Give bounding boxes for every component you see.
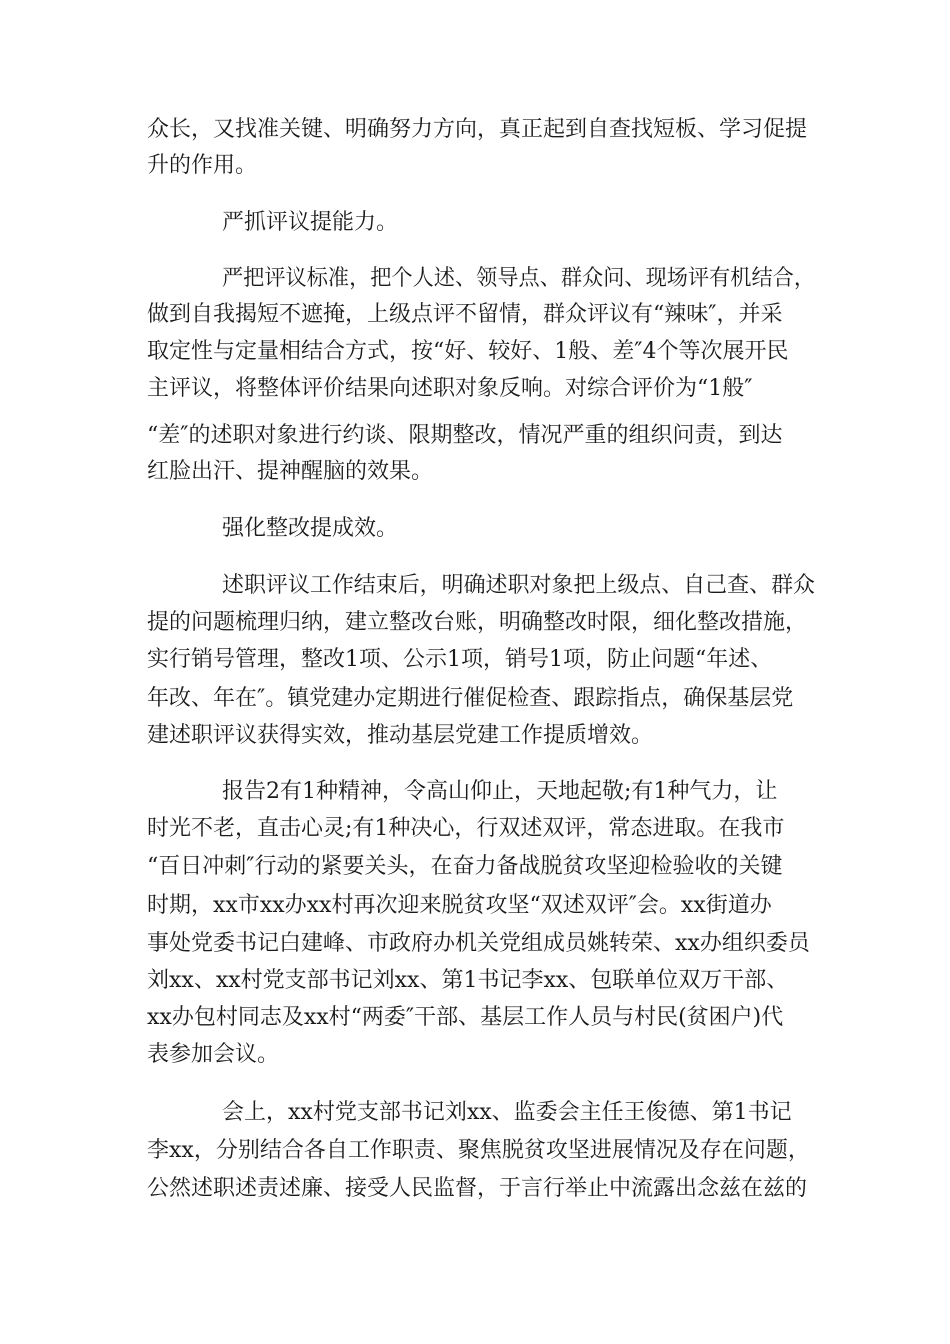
paragraph-line: 年改、年在″。镇党建办定期进行催促检查、跟踪指点，确保基层党 [147, 686, 794, 711]
paragraph-line: 时光不老，直击心灵;有1种决心，行双述双评，常态进取。在我市 [147, 816, 785, 841]
paragraph-line: 升的作用。 [147, 153, 258, 178]
paragraph-line: “差″的述职对象进行约谈、限期整改，情况严重的组织问责，到达 [147, 423, 783, 448]
paragraph-line: 会上，xx村党支部书记刘xx、监委会主任王俊德、第1书记 [222, 1100, 792, 1125]
paragraph-line: 刘xx、xx村党支部书记刘xx、第1书记李xx、包联单位双万干部、 [147, 968, 789, 993]
paragraph-line: 取定性与定量相结合方式，按“好、较好、1般、差″4个等次展开民 [147, 339, 789, 364]
paragraph-line: 述职评议工作结束后，明确述职对象把上级点、自己查、群众 [222, 573, 816, 598]
paragraph-line: 严把评议标准，把个人述、领导点、群众问、现场评有机结合， [222, 266, 816, 291]
paragraph-line: 表参加会议。 [147, 1042, 280, 1067]
paragraph-line: 众长，又找准关键、明确努力方向，真正起到自查找短板、学习促提 [147, 117, 808, 142]
section-heading: 严抓评议提能力。 [222, 210, 399, 235]
paragraph-line: 李xx，分别结合各自工作职责、聚焦脱贫攻坚进展情况及存在问题， [147, 1138, 810, 1163]
paragraph-line: 公然述职述责述廉、接受人民监督，于言行举止中流露出念兹在兹的 [147, 1176, 808, 1201]
paragraph-line: 实行销号管理，整改1项、公示1项，销号1项，防止问题“年述、 [147, 647, 773, 672]
paragraph-line: 建述职评议获得实效，推动基层党建工作提质增效。 [147, 723, 654, 748]
paragraph-line: 提的问题梳理归纳，建立整改台账，明确整改时限，细化整改措施， [147, 610, 808, 635]
paragraph-line: xx办包村同志及xx村“两委″干部、基层工作人员与村民(贫困户)代 [147, 1005, 784, 1030]
paragraph-line: 报告2有1种精神，令高山仰止，天地起敬;有1种气力，让 [222, 779, 778, 804]
paragraph-line: 事处党委书记白建峰、市政府办机关党组成员姚转荣、xx办组织委员 [147, 931, 810, 956]
section-heading: 强化整改提成效。 [222, 516, 399, 541]
paragraph-line: 红脸出汗、提神醒脑的效果。 [147, 459, 434, 484]
paragraph-line: 时期，xx市xx办xx村再次迎来脱贫攻坚“双述双评″会。xx街道办 [147, 893, 772, 918]
paragraph-line: 主评议，将整体评价结果向述职对象反响。对综合评价为“1般″ [147, 376, 753, 401]
paragraph-line: “百日冲刺″行动的紧要关头，在奋力备战脱贫攻坚迎检验收的关键 [147, 854, 783, 879]
paragraph-line: 做到自我揭短不遮掩，上级点评不留情，群众评议有“辣味″，并采 [147, 302, 783, 327]
